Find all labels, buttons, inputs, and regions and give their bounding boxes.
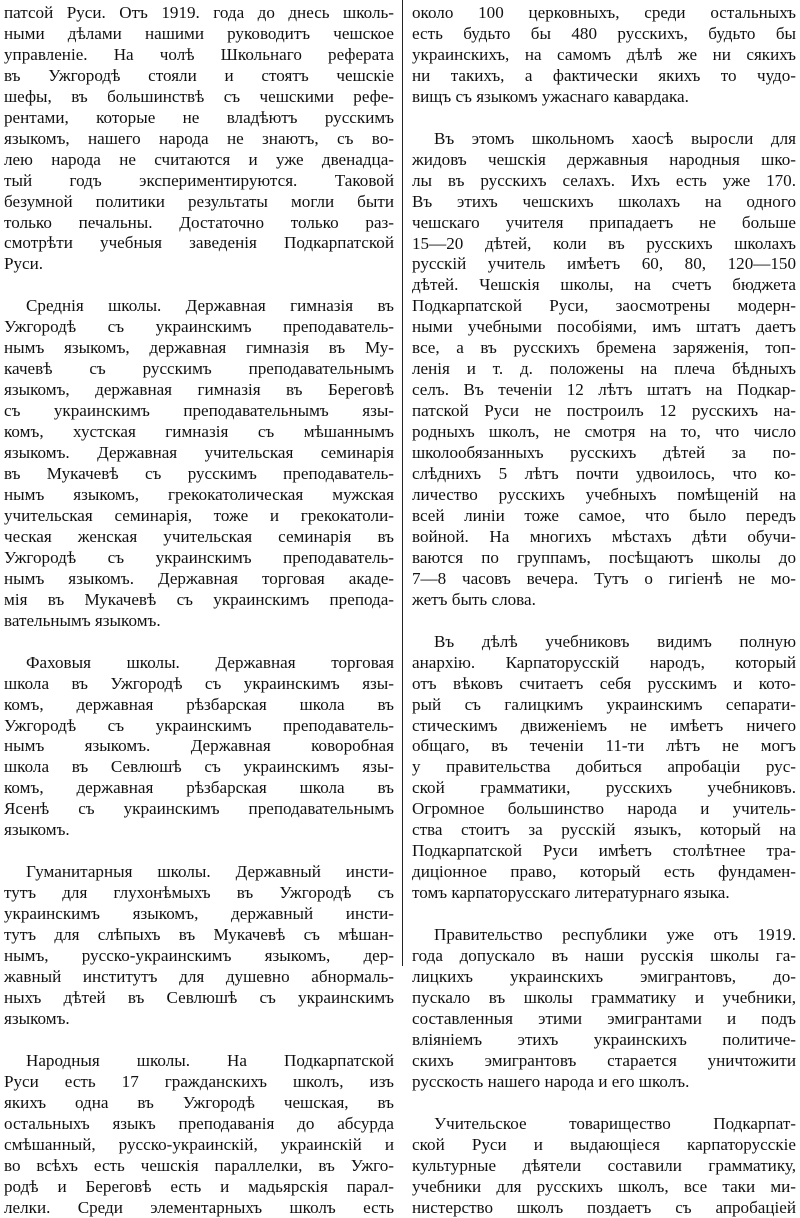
text-line: Подкарпатской Руси, заосмотрены модерн- bbox=[412, 296, 796, 316]
text-line: нымъ языкомъ. Державная торговая акаде- bbox=[4, 568, 394, 588]
text-line: нымъ, русско-украинскимъ языкомъ, дер- bbox=[4, 946, 394, 966]
text-line: вищъ съ языкомъ ужаснаго кавардака. bbox=[412, 86, 689, 106]
text-line: Народныя школы. На Подкарпатской bbox=[26, 1050, 394, 1070]
text-line: нымъ языкомъ, державная гимназія въ Му- bbox=[4, 338, 394, 358]
paragraph-gap bbox=[4, 275, 394, 296]
paragraph-gap bbox=[4, 841, 394, 862]
text-line: ства стоитъ за русскій языкъ, который на bbox=[412, 820, 796, 840]
paragraph bbox=[4, 296, 394, 631]
paragraph bbox=[412, 925, 796, 1093]
text-line: Въ этомъ школьномъ хаосѣ выросли для bbox=[434, 128, 796, 148]
text-line: ленія и т. д. положены на плеча бѣдныхъ bbox=[412, 359, 796, 379]
text-line: Фаховыя школы. Державная торговая bbox=[26, 652, 394, 672]
text-line: Въ дѣлѣ учебниковъ видимъ полную bbox=[434, 631, 796, 651]
text-line: безумной политики результаты могли быти bbox=[4, 191, 394, 211]
text-line: родныхъ школъ, не смотря на то, что число bbox=[412, 422, 796, 442]
text-line: комъ, державная рѣзбарская школа въ bbox=[4, 694, 394, 714]
text-line: тый годъ экспериментируются. Таковой bbox=[4, 170, 394, 190]
text-line: скихъ эмигрантовъ старается уничтожити bbox=[412, 1050, 796, 1070]
text-line: 7—8 часовъ вечера. Тутъ о гигіенѣ не мо- bbox=[412, 568, 796, 588]
paragraph bbox=[412, 3, 796, 108]
text-line: во всѣхъ есть чешскія параллелки, въ Ужго- bbox=[4, 1155, 394, 1175]
column-divider bbox=[402, 0, 403, 966]
text-line: Руси есть 17 гражданскихъ школъ, изъ bbox=[4, 1071, 394, 1091]
text-line: школообязанныхъ русскихъ дѣтей за по- bbox=[412, 443, 796, 463]
text-line: культурные дѣятели составили грамматику, bbox=[412, 1155, 796, 1175]
text-line: управленіе. На чолѣ Школьнаго реферата bbox=[4, 44, 394, 64]
paragraph-gap bbox=[412, 611, 796, 632]
text-line: Огромное большинство народа и учитель- bbox=[412, 799, 796, 819]
text-line: рентами, которые не владѣютъ русскимъ bbox=[4, 107, 394, 127]
text-line: рый съ галицкимъ украинскимъ сепарати- bbox=[412, 694, 796, 714]
text-line: селъ. Въ теченіи 12 лѣтъ штатъ на Подкар- bbox=[412, 380, 796, 400]
text-line: языкомъ. bbox=[4, 820, 70, 840]
text-line: Въ этихъ чешскихъ школахъ на одного bbox=[412, 191, 796, 211]
text-line: вліяніемъ этихъ украинскихъ политиче- bbox=[412, 1029, 796, 1049]
paragraph bbox=[412, 129, 796, 611]
text-line: въ Ужгородѣ стояли и стоятъ чешскіе bbox=[4, 65, 394, 85]
text-line: нымъ языкомъ. Державная коворобная bbox=[4, 736, 394, 756]
paragraph bbox=[4, 653, 394, 842]
paragraph-gap bbox=[412, 1093, 796, 1114]
text-line: у правительства добиться апробаціи рус- bbox=[412, 757, 796, 777]
text-line: Среднія школы. Державная гимназія въ bbox=[26, 296, 394, 316]
text-line: Руси. bbox=[4, 254, 44, 274]
text-line: школа въ Севлюшѣ съ украинскимъ язы- bbox=[4, 757, 394, 777]
text-line: ской Руси и выдающіеся карпаторусскіе bbox=[412, 1134, 796, 1154]
text-line: съ украинскимъ преподавательнымъ язы- bbox=[4, 401, 394, 421]
text-line: украинскимъ языкомъ, державный инсти- bbox=[4, 904, 394, 924]
text-line: анархію. Карпаторусскій народъ, который bbox=[412, 652, 796, 672]
paragraph bbox=[4, 862, 394, 1030]
text-line: Правительство республики уже отъ 1919. bbox=[434, 925, 796, 945]
text-line: жавный институтъ для душевно абнормаль- bbox=[4, 966, 394, 986]
text-line: шефы, въ большинствѣ съ чешскими рефе- bbox=[4, 86, 394, 106]
text-line: только печальны. Достаточно только раз- bbox=[4, 212, 394, 232]
text-line: войной. На многихъ мѣстахъ дѣти обучи- bbox=[412, 526, 796, 546]
text-line: патсой Руси. Отъ 1919. года до днесь школь- bbox=[4, 3, 394, 22]
text-line: лею народа не считаются и уже двенадца- bbox=[4, 149, 394, 169]
text-line: языкомъ. bbox=[4, 1008, 70, 1028]
text-line: комъ, державная рѣзбарская школа въ bbox=[4, 778, 394, 798]
text-line: слѣднихъ 5 лѣтъ почти удвоилось, что ко- bbox=[412, 464, 796, 484]
text-line: Подкарпатской Руси имѣетъ столѣтнее тра- bbox=[412, 841, 796, 861]
text-line: лы въ русскихъ селахъ. Ихъ есть уже 170. bbox=[412, 170, 796, 190]
text-line: ваются по группамъ, посѣщаютъ школы до bbox=[412, 547, 796, 567]
text-line: Гуманитарныя школы. Державный инсти- bbox=[26, 862, 394, 882]
text-line: мія въ Мукачевѣ съ украинскимъ препода- bbox=[4, 589, 394, 609]
paragraph-gap bbox=[412, 108, 796, 129]
paragraph-gap bbox=[4, 632, 394, 653]
text-line: учебники для русскихъ школъ, все таки ми- bbox=[412, 1176, 796, 1196]
text-line: патской Руси не построилъ 12 русскихъ на- bbox=[412, 401, 796, 421]
text-line: составленныя этими эмигрантами и подъ bbox=[412, 1008, 796, 1028]
text-line: ни такихъ, а фактически якихъ то чудо- bbox=[412, 65, 796, 85]
text-line: русскій учитель имѣетъ 60, 80, 120—150 bbox=[412, 254, 796, 274]
paragraph bbox=[412, 632, 796, 904]
text-line: года допускало въ наши русскія школы га- bbox=[412, 946, 796, 966]
text-line: смѣшанный, русско-украинскій, украинскій и bbox=[4, 1134, 394, 1154]
text-line: нымъ языкомъ, грекокатолическая мужская bbox=[4, 484, 394, 504]
text-line: ныхъ дѣтей въ Севлюшѣ съ украинскимъ bbox=[4, 987, 394, 1007]
text-line: русскость нашего народа и его школъ. bbox=[412, 1071, 690, 1091]
text-line: 15—20 дѣтей, коли въ русскихъ школахъ bbox=[412, 233, 796, 253]
text-line: пускало въ школы грамматику и учебники, bbox=[412, 987, 796, 1007]
paragraph bbox=[4, 3, 394, 275]
text-line: томъ карпаторусскаго литературнаго языка. bbox=[412, 883, 730, 903]
paragraph-gap bbox=[4, 1030, 394, 1051]
text-line: тутъ для глухонѣмыхъ въ Ужгородѣ съ bbox=[4, 883, 394, 903]
text-line: школа въ Ужгородѣ съ украинскимъ язы- bbox=[4, 673, 394, 693]
text-line: родѣ и Береговѣ есть и мадьярскія парал- bbox=[4, 1176, 394, 1196]
text-line: учительская семинарія, тоже и грекокатоли- bbox=[4, 505, 394, 525]
text-line: ской грамматики, русскихъ учебниковъ. bbox=[412, 778, 796, 798]
text-line: лелки. Среди элементарныхъ школъ есть bbox=[4, 1197, 394, 1217]
text-line: Ясенѣ съ украинскимъ преподавательнымъ bbox=[4, 799, 394, 819]
text-line: все, а въ русскихъ бремена заряженія, топ- bbox=[412, 338, 796, 358]
paragraph bbox=[412, 1114, 796, 1218]
text-line: нистерство школъ поздаетъ съ апробаціей bbox=[412, 1197, 796, 1217]
text-line: въ Мукачевѣ съ русскимъ преподаватель- bbox=[4, 464, 394, 484]
text-line: ными дѣлами нашими руководитъ чешское bbox=[4, 23, 394, 43]
text-line: диціонное право, который есть фундамен- bbox=[412, 862, 796, 882]
text-line: чешскаго учителя припадаетъ не больше bbox=[412, 212, 796, 232]
text-line: около 100 церковныхъ, среди остальныхъ bbox=[412, 3, 796, 22]
text-line: тутъ для слѣпыхъ въ Мукачевѣ съ мѣшан- bbox=[4, 925, 394, 945]
text-line: Ужгородѣ съ украинскимъ преподаватель- bbox=[4, 317, 394, 337]
right-text-column bbox=[412, 3, 796, 1218]
text-line: ческая женская учительская семинарія въ bbox=[4, 526, 394, 546]
text-line: общаго, въ теченіи 11-ти лѣтъ не могъ bbox=[412, 736, 796, 756]
text-line: языкомъ, державная гимназія въ Береговѣ bbox=[4, 380, 394, 400]
text-line: дѣтей. Чешскія школы, на счетъ бюджета bbox=[412, 275, 796, 295]
text-line: остальныхъ языкъ преподаванія до абсурда bbox=[4, 1113, 394, 1133]
text-line: смотрѣти учебныя заведенія Подкарпатской bbox=[4, 233, 394, 253]
text-line: вательнымъ языкомъ. bbox=[4, 610, 161, 630]
text-line: Ужгородѣ съ украинскимъ преподаватель- bbox=[4, 715, 394, 735]
text-line: языкомъ. Державная учительская семинарія bbox=[4, 443, 394, 463]
text-line: жетъ быть слова. bbox=[412, 589, 536, 609]
text-line: всей линіи тоже самое, что было передъ bbox=[412, 505, 796, 525]
left-text-column bbox=[4, 3, 394, 1218]
text-line: комъ, хустская гимназія съ мѣшаннымъ bbox=[4, 422, 394, 442]
text-line: личество русскихъ учебныхъ помѣщеній на bbox=[412, 484, 796, 504]
paragraph-gap bbox=[412, 904, 796, 925]
text-line: якихъ одна въ Ужгородѣ чешская, въ bbox=[4, 1092, 394, 1112]
text-line: отъ вѣковъ считаетъ себя русскимъ и кото- bbox=[412, 673, 796, 693]
text-line: качевѣ съ русскимъ преподавательнымъ bbox=[4, 359, 394, 379]
text-line: украинскихъ, на самомъ дѣлѣ же ни сякихъ bbox=[412, 44, 796, 64]
paragraph bbox=[4, 1051, 394, 1218]
text-line: стическимъ движеніемъ не имѣетъ ничего bbox=[412, 715, 796, 735]
text-line: языкомъ, нашего народа не знаютъ, съ во- bbox=[4, 128, 394, 148]
text-line: Ужгородѣ съ украинскимъ преподаватель- bbox=[4, 547, 394, 567]
text-line: есть будьто бы 480 русскихъ, будьто бы bbox=[412, 23, 796, 43]
text-line: жидовъ чешскія державныя народныя шко- bbox=[412, 149, 796, 169]
text-line: ными учебными пособіями, имъ штатъ даетъ bbox=[412, 317, 796, 337]
text-line: Учительское товарищество Подкарпат- bbox=[434, 1113, 796, 1133]
text-line: лицкихъ украинскихъ эмигрантовъ, до- bbox=[412, 966, 796, 986]
